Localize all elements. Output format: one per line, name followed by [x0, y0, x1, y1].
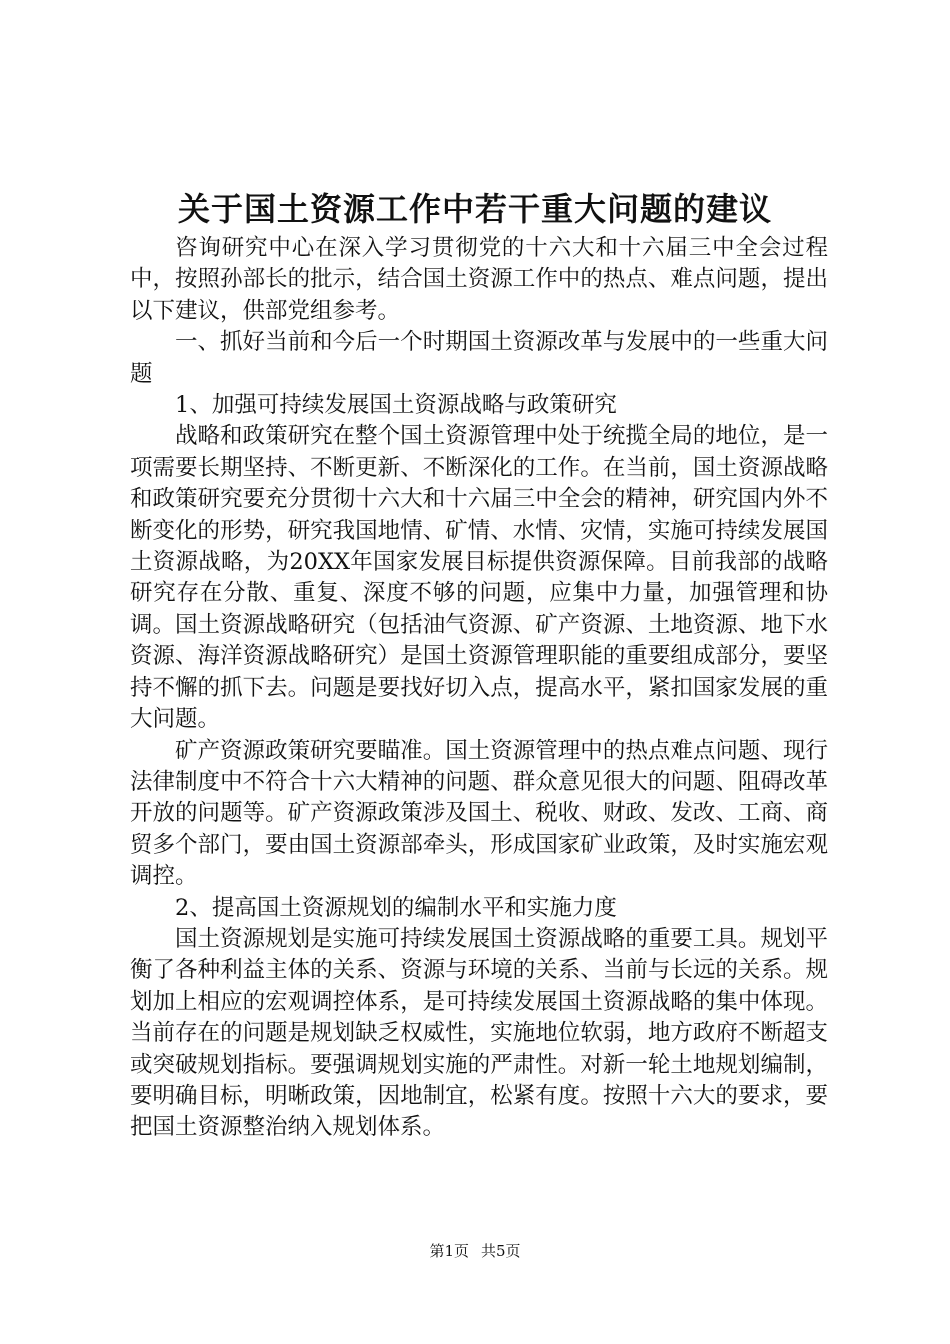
document-title: 关于国土资源工作中若干重大问题的建议 [177, 190, 772, 228]
page-footer [0, 1240, 950, 1262]
section-heading-1: 一、抓好当前和今后一个时期国土资源改革与发展中的一些重大问题 [130, 329, 828, 387]
paragraph-mineral-policy: 矿产资源政策研究要瞄准。国土资源管理中的热点难点问题、现行法律制度中不符合十六大精神的问题、群众意见很大的问题、阻碍改革开放的问题等。矿产资源政策涉及国土、税收、财政、发改、工商、商贸多个部门，要由国土资源部牵头，形成国家矿业政策，及时实施宏观调控。 [130, 737, 828, 890]
paragraph-intro: 咨询研究中心在深入学习贯彻党的十六大和十六届三中全会过程中，按照孙部长的批示，结合国土资源工作中的热点、难点问题，提出以下建议，供部党组参考。 [130, 235, 828, 324]
paragraph-strategy: 战略和政策研究在整个国土资源管理中处于统揽全局的地位，是一项需要长期坚持、不断更新、不断深化的工作。在当前，国土资源战略和政策研究要充分贯彻十六大和十六届三中全会的精神，研究国内外不断变化的形势，研究我国地情、矿情、水情、灾情，实施可持续发展国土资源战略，为20XX年国家发展目标提供资源保障。目前我部的战略研究存在分散、重复、深度不够的问题，应集中力量，加强管理和协调。国土资源战略研究（包括油气资源、矿产资源、土地资源、地下水资源、海洋资源战略研究）是国土资源管理职能的重要组成部分，要坚持不懈的抓下去。问题是要找好切入点，提高水平，紧扣国家发展的重大问题。 [130, 423, 828, 733]
subsection-heading-1: 1、加强可持续发展国土资源战略与政策研究 [175, 392, 617, 419]
page-total: 共5页 [481, 1242, 521, 1260]
page-number: 第1页 [429, 1242, 469, 1260]
subsection-heading-2: 2、提高国土资源规划的编制水平和实施力度 [175, 894, 617, 921]
paragraph-planning: 国土资源规划是实施可持续发展国土资源战略的重要工具。规划平衡了各种利益主体的关系、资源与环境的关系、当前与长远的关系。规划加上相应的宏观调控体系，是可持续发展国土资源战略的集中体现。当前存在的问题是规划缺乏权威性，实施地位软弱，地方政府不断超支或突破规划指标。要强调规划实施的严肃性。对新一轮土地规划编制，要明确目标，明晰政策，因地制宜，松紧有度。按照十六大的要求，要把国土资源整治纳入规划体系。 [130, 925, 828, 1141]
document-body [130, 233, 828, 1144]
